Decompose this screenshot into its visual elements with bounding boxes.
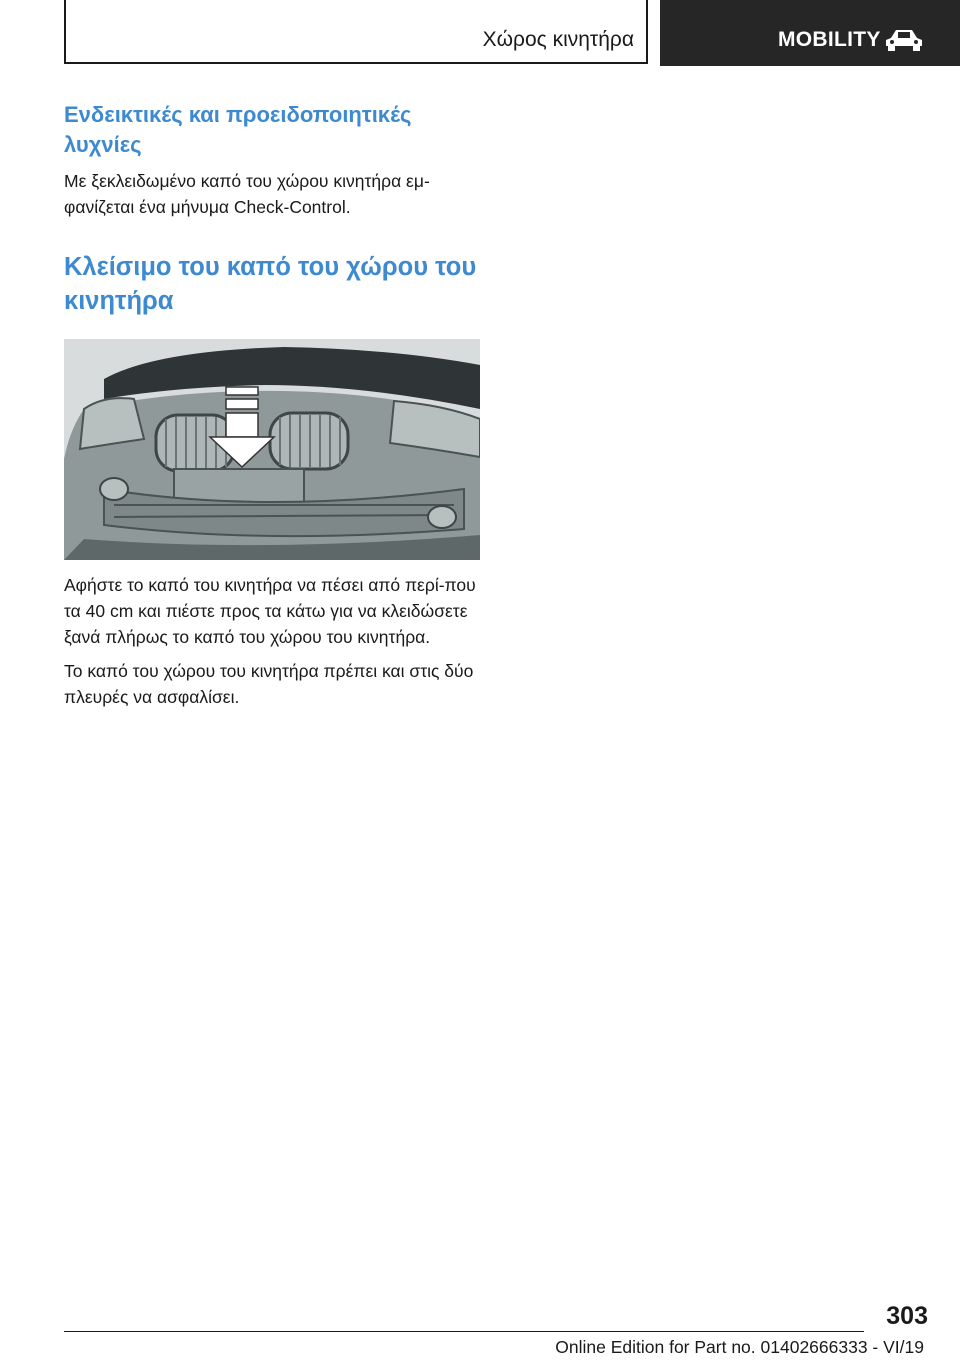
paragraph-let-hood-drop: Αφήστε το καπό του κινητήρα να πέσει από περί‐που τα 40 cm και πιέστε προς τα κάτω για να κλειδώσετε ξανά πλήρως το καπό του χώρου του κινητήρα. [64, 575, 476, 647]
brand-label: MOBILITY [778, 28, 881, 51]
main-content [64, 100, 484, 710]
heading-closing-hood: Κλείσιμο του καπό του χώρου του κινητήρα [64, 253, 477, 315]
section-title: Χώρος κινητήρα [482, 28, 634, 51]
header-section-box [64, 0, 648, 64]
footer-divider [64, 1331, 864, 1332]
brand-bar [660, 0, 960, 66]
footer-edition-text: Online Edition for Part no. 01402666333 - VI/19 [555, 1337, 924, 1357]
hood-closing-illustration [64, 339, 480, 560]
paragraph-check-control: Με ξεκλειδωμένο καπό του χώρου κινητήρα εμ‐φανίζεται ένα μήνυμα Check-Control. [64, 171, 430, 217]
subheading-warning-lights: Ενδεικτικές και προειδοποιητικές λυχνίες [64, 102, 412, 157]
paragraph-both-sides-latch: Το καπό του χώρου του κινητήρα πρέπει και στις δύο πλευρές να ασφαλίσει. [64, 661, 474, 707]
car-icon [882, 26, 926, 54]
page-number: 303 [886, 1302, 928, 1330]
